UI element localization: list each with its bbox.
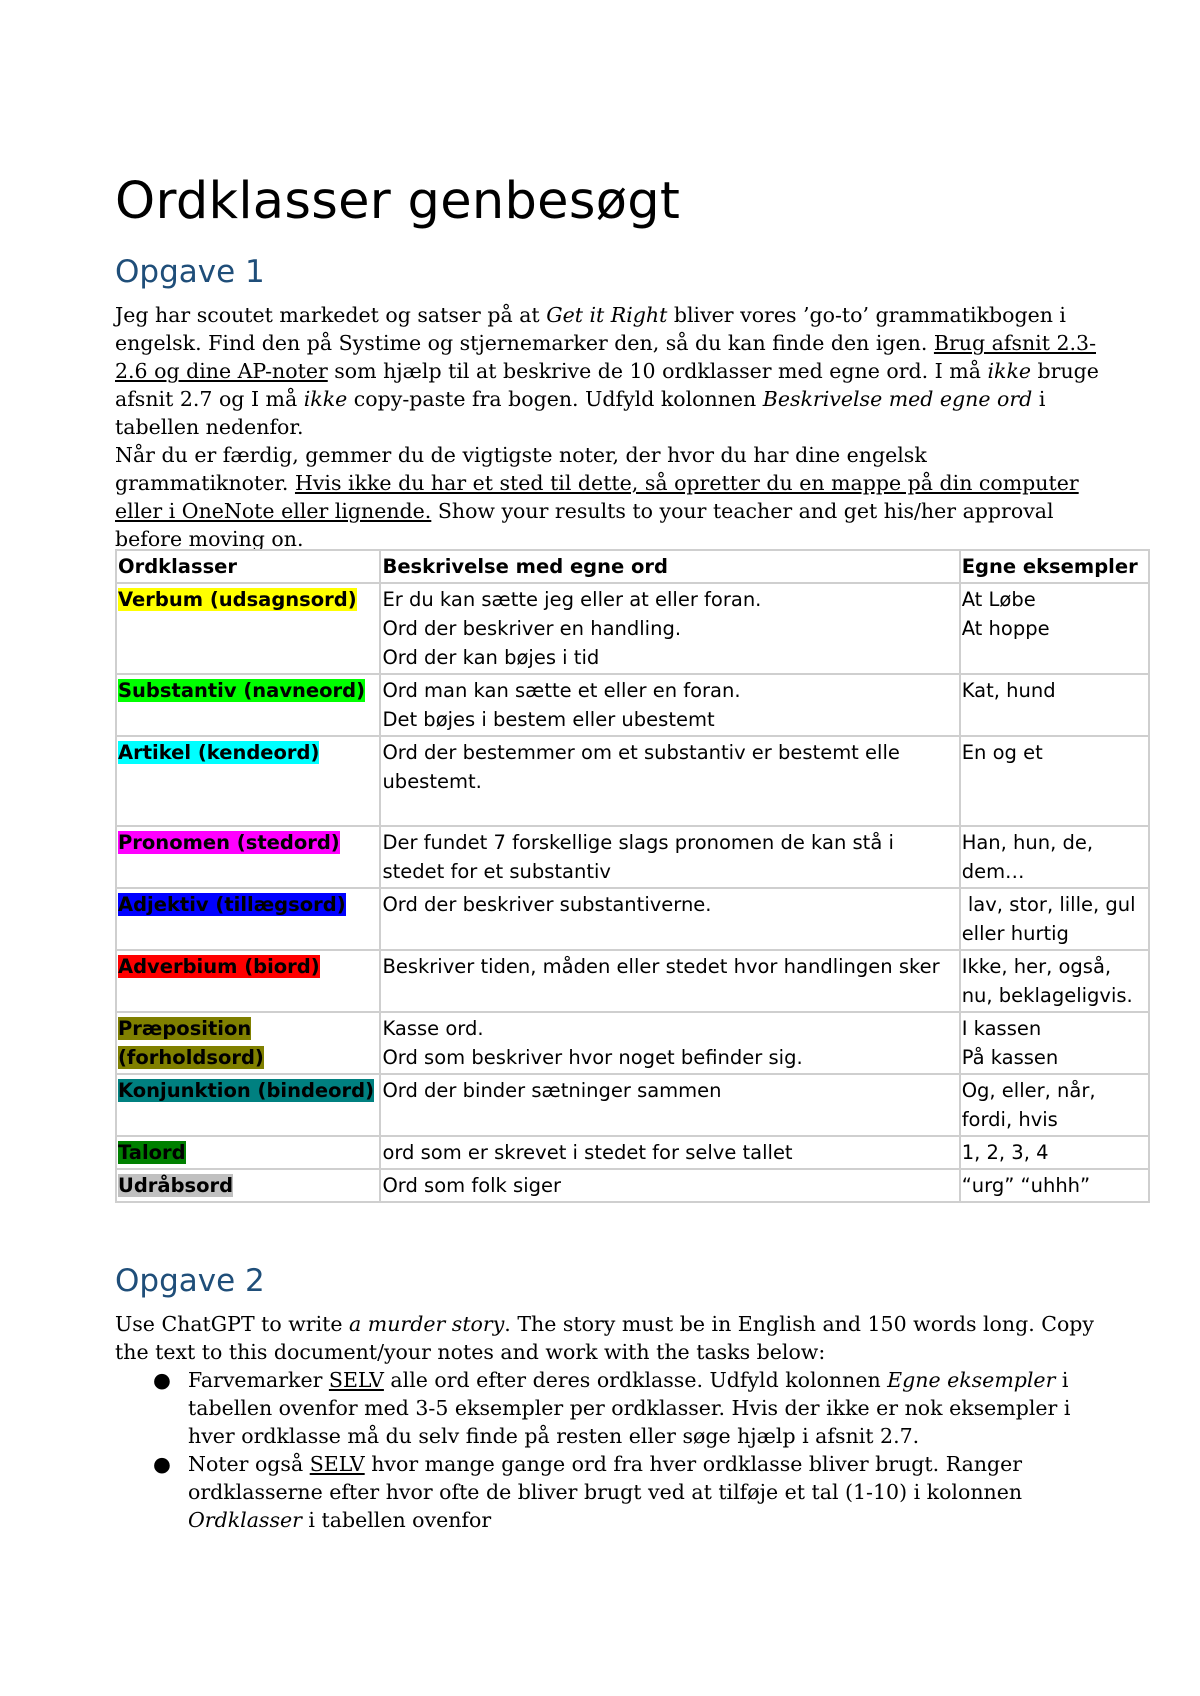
table-row <box>116 888 1149 950</box>
example-line: 1, 2, 3, 4 <box>961 1141 1049 1164</box>
emphasis: Ordklasser <box>188 1508 302 1532</box>
book-title: Get it Right <box>546 303 668 327</box>
example-line: På kassen <box>961 1046 1059 1069</box>
word-class-cell <box>116 1169 380 1202</box>
table-row <box>116 736 1149 826</box>
examples-cell <box>960 888 1149 950</box>
text-run: Show your results to your teacher and get his/her approval before moving on. <box>115 499 1054 551</box>
text-run: hvor mange gange ord fra hver ordklasse bliver brugt. Ranger ordklasserne efter hvor ofte de bliver brugt ved at tilføje et tal (1-10) i kolonnen <box>188 1452 1023 1504</box>
word-class-name: Konjunktion (bindeord) <box>118 1079 375 1102</box>
example-line: En og et <box>961 741 1043 764</box>
section-reference: Brug afsnit 2.3-2.6 og dine AP-noter <box>115 331 1096 383</box>
text-run: . The story must be in English and 150 words long. Copy the text to this document/your notes and work with the tasks below: <box>115 1312 1094 1364</box>
list-item <box>115 1366 1105 1450</box>
word-class-cell <box>116 674 380 736</box>
examples-cell <box>960 1012 1149 1074</box>
description-cell <box>380 826 959 888</box>
example-line: At hoppe <box>961 617 1050 640</box>
underlined-instruction: Hvis ikke du har et sted til dette, så opretter du en mappe på din computer eller i OneNote eller lignende. <box>115 471 1079 523</box>
table-row <box>116 583 1149 674</box>
examples-cell <box>960 736 1149 826</box>
example-line: Kat, hund <box>961 679 1056 702</box>
emphasis: ikke <box>987 359 1032 383</box>
word-class-name: Verbum (udsagnsord) <box>118 588 357 611</box>
description-line: Det bøjes i bestem eller ubestemt <box>382 708 715 731</box>
example-line: Han, hun, de, dem… <box>961 831 1100 883</box>
word-class-cell <box>116 1136 380 1169</box>
text-run: bliver vores ’go-to’ grammatikbogen i engelsk. Find den på Systime og stjernemarker den, så du kan finde den igen. <box>115 303 1066 355</box>
examples-cell <box>960 674 1149 736</box>
word-class-cell <box>116 1074 380 1136</box>
text-run: i tabellen ovenfor <box>301 1508 492 1532</box>
word-class-name: Udråbsord <box>118 1174 234 1197</box>
description-line: Ord der binder sætninger sammen <box>382 1079 722 1102</box>
text-run: Når du er færdig, gemmer du de vigtigste noter, der hvor du har dine engelsk grammatiknoter. <box>115 443 927 495</box>
text-run: i tabellen ovenfor med 3-5 eksempler per ordklasser. Hvis der ikke er nok eksempler i hver ordklasse må du selv finde på resten eller søge hjælp i afsnit 2.7. <box>188 1368 1071 1448</box>
example-line: I kassen <box>961 1017 1042 1040</box>
underlined-word: SELV <box>309 1452 365 1476</box>
text-run: bruge afsnit 2.7 og I må <box>115 359 1099 411</box>
example-line: Og, eller, når, fordi, hvis <box>961 1079 1102 1131</box>
description-line: Ord som folk siger <box>382 1174 562 1197</box>
table-row <box>116 950 1149 1012</box>
description-line: Kasse ord. <box>382 1017 484 1040</box>
description-cell <box>380 1169 959 1202</box>
word-class-table <box>115 549 1150 1203</box>
word-class-cell <box>116 736 380 826</box>
underlined-word: SELV <box>328 1368 384 1392</box>
table-header-row <box>116 550 1149 583</box>
table-row <box>116 1074 1149 1136</box>
table-row <box>116 1136 1149 1169</box>
examples-cell <box>960 826 1149 888</box>
examples-cell <box>960 1169 1149 1202</box>
task1-paragraph-2 <box>115 441 1105 553</box>
description-line: Ord der beskriver substantiverne. <box>382 893 712 916</box>
description-line: Er du kan sætte jeg eller at eller foran. <box>382 588 762 611</box>
description-cell <box>380 1136 959 1169</box>
page-title: Ordklasser genbesøgt <box>115 172 681 231</box>
description-line: Beskriver tiden, måden eller stedet hvor handlingen sker <box>382 955 940 978</box>
description-cell <box>380 583 959 674</box>
emphasis: ikke <box>303 387 348 411</box>
bullet-icon: ● <box>153 1368 171 1392</box>
word-class-cell <box>116 950 380 1012</box>
description-line: Ord der beskriver en handling. <box>382 617 682 640</box>
description-cell <box>380 674 959 736</box>
task1-heading: Opgave 1 <box>115 254 265 290</box>
example-line: lav, stor, lille, gul eller hurtig <box>961 893 1142 945</box>
examples-cell <box>960 1074 1149 1136</box>
description-line: Ord der bestemmer om et substantiv er bestemt elle ubestemt. <box>382 741 900 793</box>
example-line: Ikke, her, også, nu, beklageligvis. <box>961 955 1133 1007</box>
word-class-name: Artikel (kendeord) <box>118 741 320 764</box>
description-line: Ord som beskriver hvor noget befinder sig. <box>382 1046 803 1069</box>
task2-intro <box>115 1310 1105 1366</box>
example-line: “urg” “uhhh” <box>961 1174 1091 1197</box>
word-class-name: Adjektiv (tillægsord) <box>118 893 346 916</box>
description-cell <box>380 736 959 826</box>
description-line: Ord man kan sætte et eller en foran. <box>382 679 741 702</box>
word-class-cell <box>116 1012 380 1074</box>
table-row <box>116 1012 1149 1074</box>
description-cell <box>380 888 959 950</box>
word-class-name: Substantiv (navneord) <box>118 679 366 702</box>
description-cell <box>380 1074 959 1136</box>
word-class-name: Adverbium (biord) <box>118 955 320 978</box>
header-eksempler: Egne eksempler <box>960 550 1149 583</box>
text-run: copy-paste fra bogen. Udfyld kolonnen <box>347 387 763 411</box>
description-line: Ord der kan bøjes i tid <box>382 646 600 669</box>
examples-cell <box>960 950 1149 1012</box>
header-ordklasser: Ordklasser <box>116 550 380 583</box>
text-run: alle ord efter deres ordklasse. Udfyld kolonnen <box>383 1368 888 1392</box>
text-run: som hjælp til at beskrive de 10 ordklasser med egne ord. I må <box>327 359 988 383</box>
task1-paragraph-1 <box>115 301 1105 441</box>
task2-bullet-list <box>115 1366 1105 1534</box>
table-row <box>116 1169 1149 1202</box>
emphasis: Egne eksempler <box>887 1368 1056 1392</box>
header-beskrivelse: Beskrivelse med egne ord <box>380 550 959 583</box>
word-class-name: Talord <box>118 1141 186 1164</box>
word-class-cell <box>116 888 380 950</box>
table-row <box>116 826 1149 888</box>
emphasis: a murder story <box>349 1312 505 1336</box>
description-line: Der fundet 7 forskellige slags pronomen de kan stå i stedet for et substantiv <box>382 831 894 883</box>
table-row <box>116 674 1149 736</box>
examples-cell <box>960 1136 1149 1169</box>
text-run: Farvemarker <box>188 1368 329 1392</box>
text-run: Use ChatGPT to write <box>115 1312 350 1336</box>
description-cell <box>380 1012 959 1074</box>
column-name: Beskrivelse med egne ord <box>762 387 1033 411</box>
word-class-cell <box>116 583 380 674</box>
description-line: ord som er skrevet i stedet for selve tallet <box>382 1141 793 1164</box>
word-class-cell <box>116 826 380 888</box>
text-run: Jeg har scoutet markedet og satser på at <box>115 303 547 327</box>
bullet-icon: ● <box>153 1452 171 1476</box>
list-item <box>115 1450 1105 1534</box>
example-line: At Løbe <box>961 588 1036 611</box>
word-class-name: Præposition (forholdsord) <box>118 1017 264 1069</box>
description-cell <box>380 950 959 1012</box>
text-run: i tabellen nedenfor. <box>115 387 1046 439</box>
examples-cell <box>960 583 1149 674</box>
word-class-name: Pronomen (stedord) <box>118 831 340 854</box>
text-run: Noter også <box>188 1452 310 1476</box>
task2-heading: Opgave 2 <box>115 1263 265 1299</box>
